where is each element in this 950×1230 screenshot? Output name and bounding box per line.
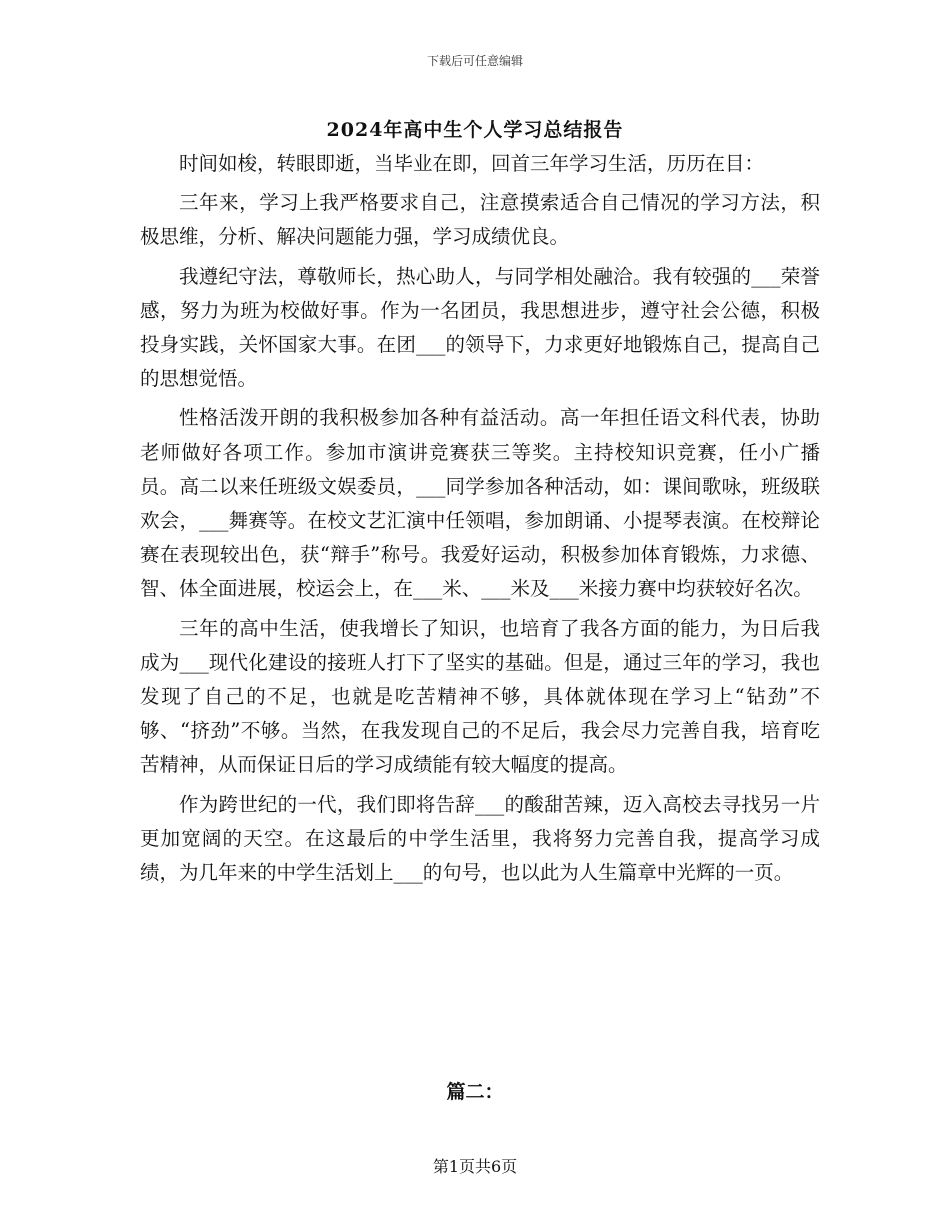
header-note: 下载后可任意编辑 xyxy=(426,54,523,68)
paragraph: 时间如梭，转眼即逝，当毕业在即，回首三年学习生活，历历在目： xyxy=(179,152,765,175)
paragraph: 作为跨世纪的一代，我们即将告辞___的酸甜苦辣，迈入高校去寻找另一片更加宽阔的天空。在这最后的中学生活里，我将努力完善自我，提高学习成绩，为几年来的中学生活划上___的句号，也以此为人生篇章中光辉的一页。 xyxy=(140,792,820,885)
document-body xyxy=(140,147,820,895)
paragraph: 性格活泼开朗的我积极参加各种有益活动。高一年担任语文科代表，协助老师做好各项工作。参加市演讲竞赛获三等奖。主持校知识竞赛，任小广播员。高二以来任班级文娱委员，___同学参加各种活动，如：课间歌咏，班级联欢会，___舞赛等。在校文艺汇演中任领唱，参加朗诵、小提琴表演。在校辩论赛在表现较出色，获“辩手”称号。我爱好运动，积极参加体育锻炼，力求德、智、体全面进展，校运会上，在___米、___米及___米接力赛中均获较好名次。 xyxy=(140,406,820,601)
paragraph: 三年的高中生活，使我增长了知识，也培育了我各方面的能力，为日后我成为___现代化建设的接班人打下了坚实的基础。但是，通过三年的学习，我也发现了自己的不足，也就是吃苦精神不够，具体就体现在学习上“钻劲”不够、“挤劲”不够。当然，在我发现自己的不足后，我会尽力完善自我，培育吃苦精神，从而保证日后的学习成绩能有较大幅度的提高。 xyxy=(140,616,820,777)
paragraph: 我遵纪守法，尊敬师长，热心助人，与同学相处融洽。我有较强的___荣誉感，努力为班为校做好事。作为一名团员，我思想进步，遵守社会公德，积极投身实践，关怀国家大事。在团___的领导下，力求更好地锻炼自己，提高自己的思想觉悟。 xyxy=(140,264,820,391)
document-title: 2024年高中生个人学习总结报告 xyxy=(326,119,624,141)
section-subheading: 篇二： xyxy=(446,1081,504,1103)
page-number: 第1页共6页 xyxy=(432,1157,518,1176)
paragraph: 三年来，学习上我严格要求自己，注意摸索适合自己情况的学习方法，积极思维，分析、解决问题能力强，学习成绩优良。 xyxy=(140,191,820,249)
